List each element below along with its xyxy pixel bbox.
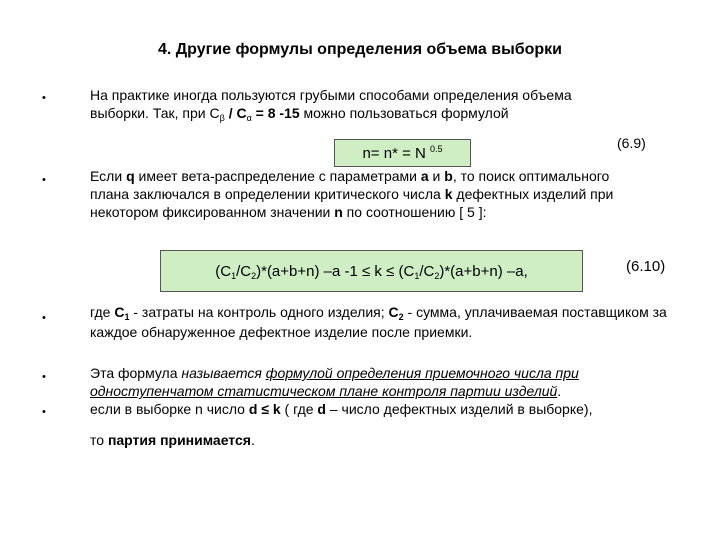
- formula-box-6-10: $(C_1/C_2)*(a+b+n)$ –a $-1 \le k \le (C_1/C_2)*(a+b+n)$ –a,: [160, 250, 583, 292]
- bullet-5: •: [42, 406, 46, 418]
- paragraph-6: то партия принимается.: [90, 432, 255, 448]
- bullet-2: •: [42, 174, 46, 186]
- paragraph-1: [90, 86, 680, 124]
- bullet-4: •: [42, 371, 46, 383]
- paragraph-4: Эта формула называется формулой определения приемочного числа при одноступенчатом статистическом плане контроля партии изделий.: [90, 365, 579, 399]
- paragraph-1-line-2: выборки. Так, при $C_\beta / C_\alpha = 8$ -15 можно пользоваться формулой: [90, 105, 509, 123]
- bullet-1: •: [42, 92, 46, 104]
- paragraph-5: если в выборке n число d ≤ k ( где d – число дефектных изделий в выборке),: [90, 401, 593, 417]
- paragraph-2: Если q имеет вета-распределение с параметрами a и b, то поиск оптимального плана заключался в определении критического числа k дефектных изделий при некотором фиксированном значении n по соотношению [ 5 ]:: [90, 168, 614, 220]
- equation-number-6-10: (6.10): [626, 258, 666, 275]
- bullet-3: •: [42, 312, 46, 324]
- paragraph-1-line-1: На практике иногда пользуются грубыми способами определения объема: [90, 87, 572, 103]
- equation-number-6-9: (6.9): [617, 135, 646, 151]
- page-title: 4. Другие формулы определения объема выборки: [157, 41, 563, 58]
- formula-box-6-9: n= n* = N $^{0.5}$: [334, 139, 471, 167]
- paragraph-3: где $C_1$ - затраты на контроль одного изделия; $C_2$ - сумма, уплачиваемая поставщиком за каждое обнаруженное дефектное изделие после приемки.: [90, 304, 667, 340]
